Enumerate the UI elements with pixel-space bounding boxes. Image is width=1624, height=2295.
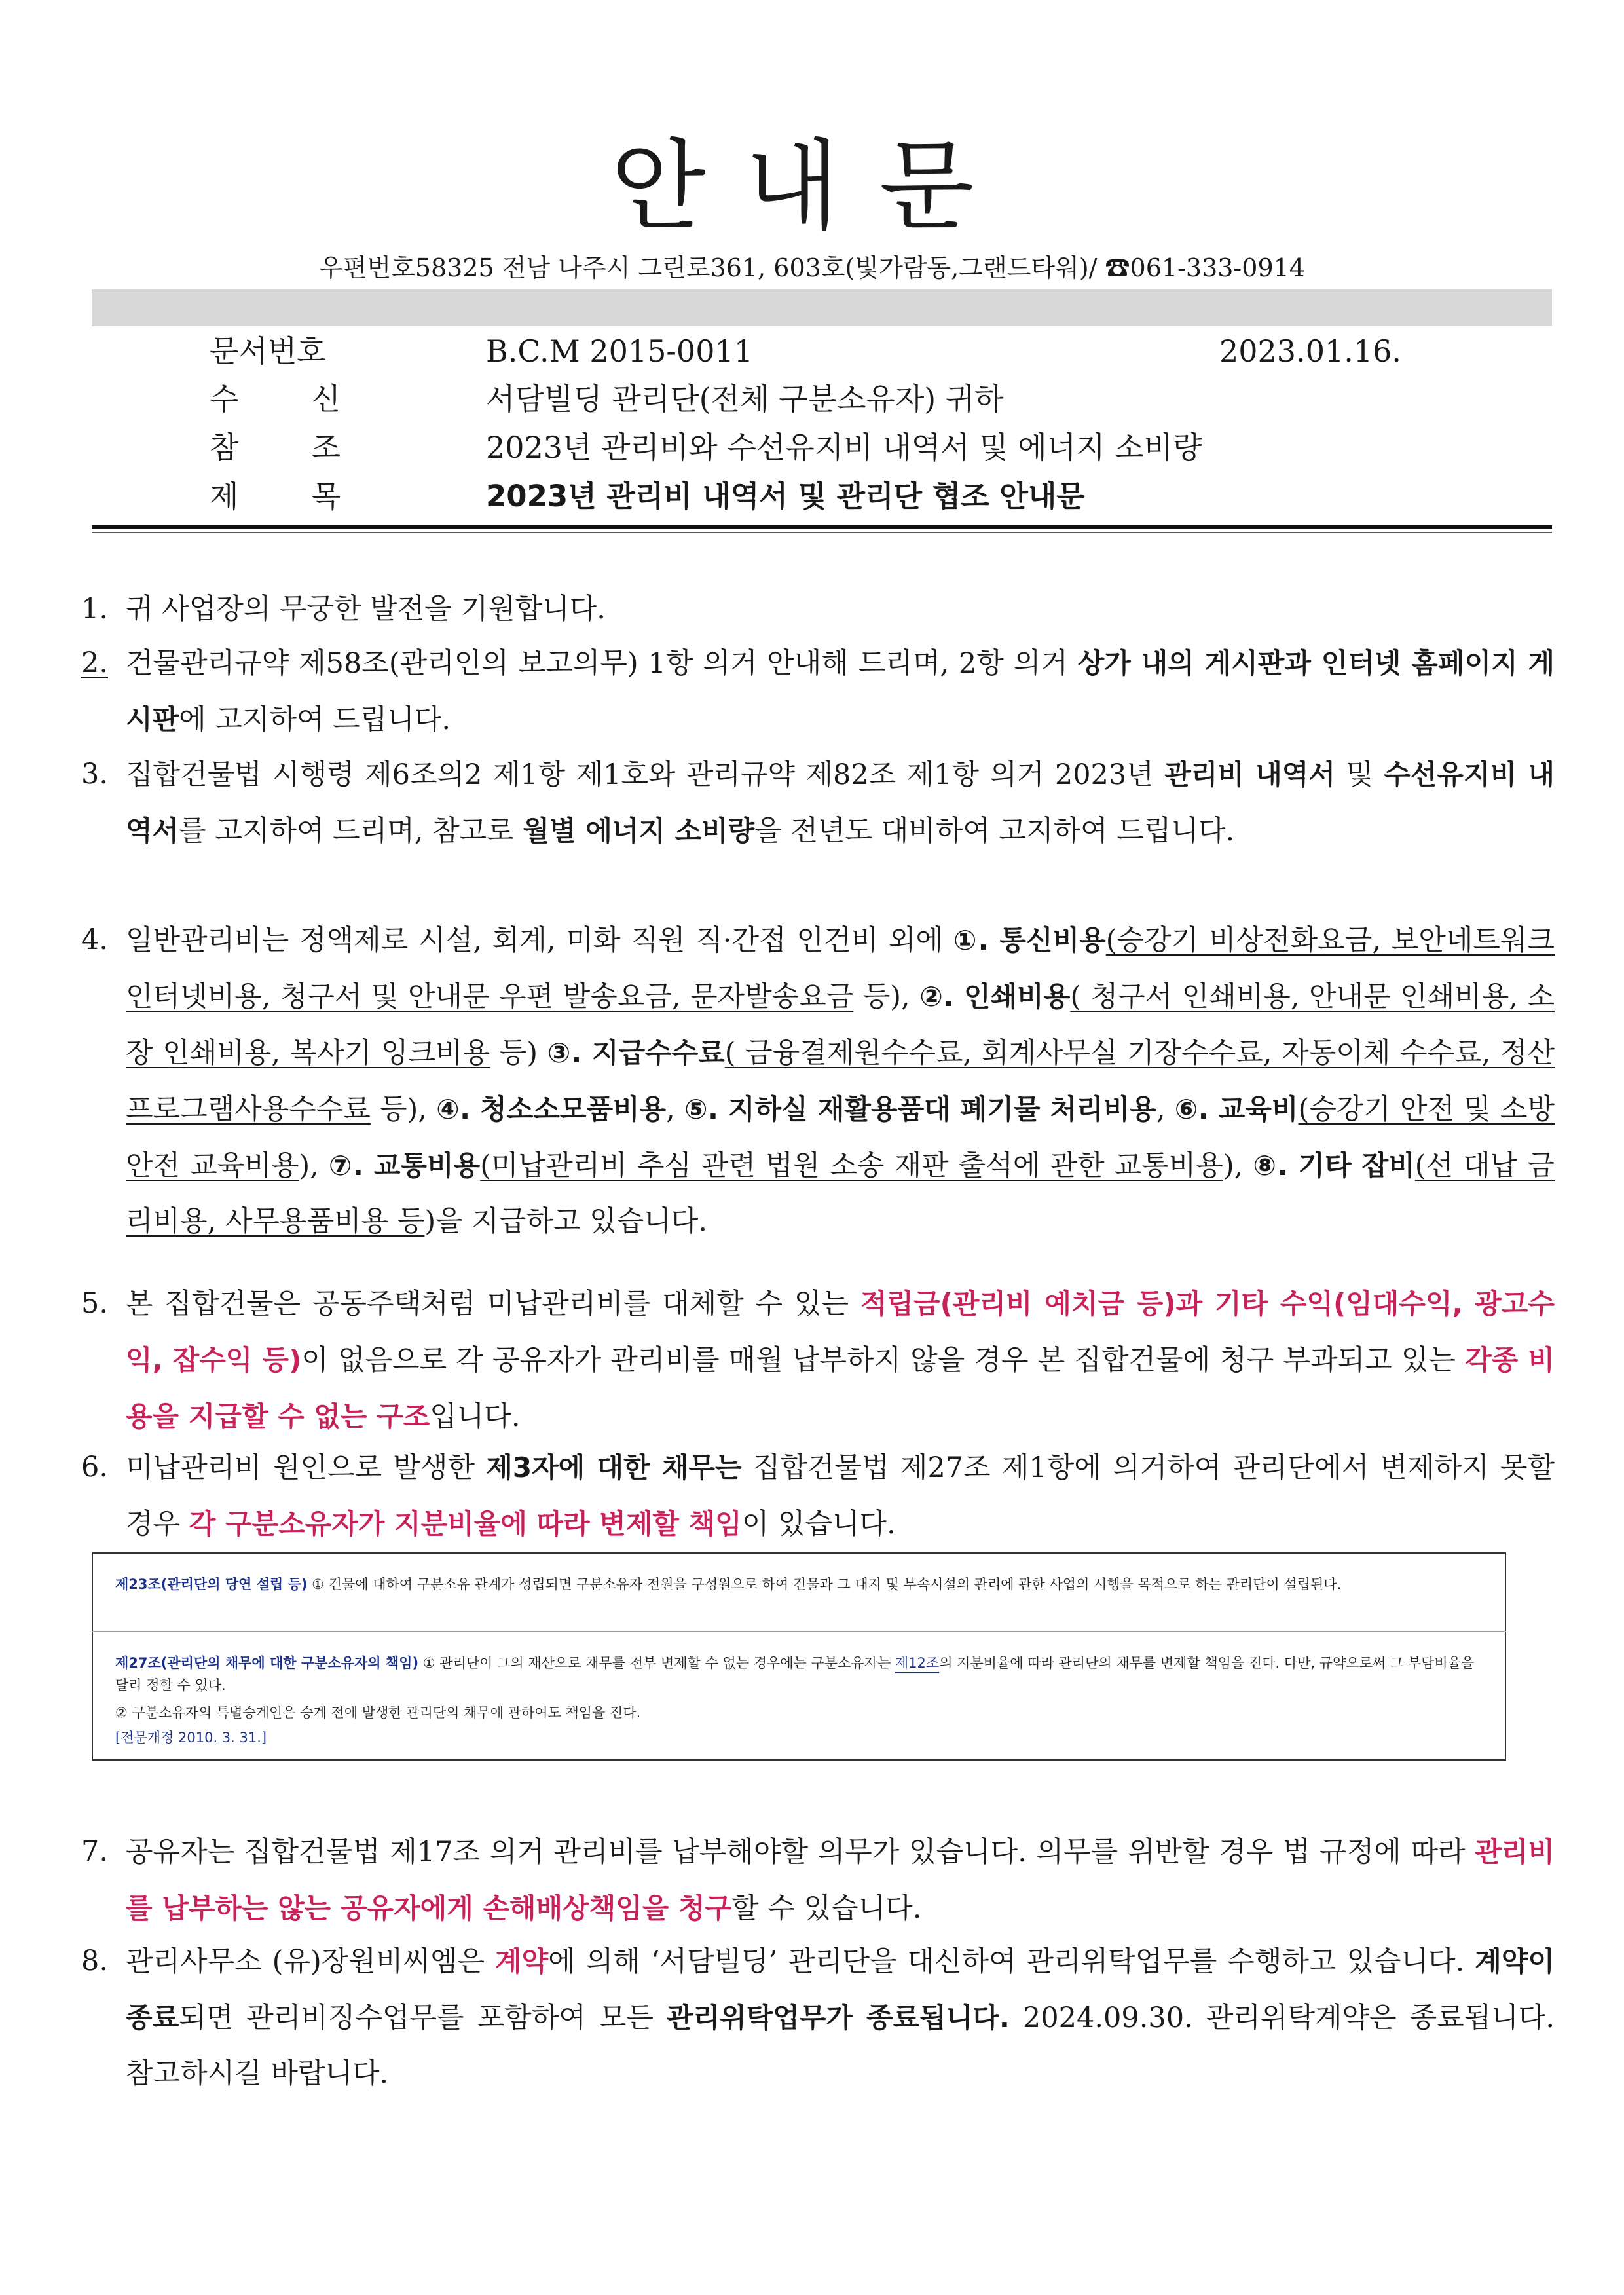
item-text: ), bbox=[299, 1149, 329, 1182]
item-text-highlight: 각 구분소유자가 지분비율에 따라 변제할 책임 bbox=[189, 1508, 742, 1540]
law-article-12-link[interactable]: 제12조 bbox=[895, 1655, 940, 1671]
law-revision-note: [전문개정 2010. 3. 31.] bbox=[115, 1730, 267, 1745]
cost-detail-1: (승강기 비상전화요금, 보안네트워크 인터넷비용, 청구서 및 안내문 우편 발송요금, 문자발송요금 bbox=[126, 924, 1555, 1013]
item-text: 이 없음으로 각 공유자가 관리비를 매월 납부하지 않을 경우 본 집합건물에 청구 부과되고 있는 bbox=[301, 1344, 1466, 1377]
item-text: ), bbox=[1223, 1149, 1253, 1182]
item-text-bold: 제3자에 대한 채무는 bbox=[486, 1451, 742, 1483]
item-number: 5. bbox=[81, 1287, 109, 1320]
item-text-bold: 상가 내의 게시판과 인터넷 홈페이지 게시판 bbox=[126, 647, 1555, 736]
recipient-value: 서담빌딩 관리단(전체 구분소유자) 귀하 bbox=[486, 381, 1004, 417]
header-rule bbox=[92, 525, 1552, 529]
item-text: 2024.09.30. 관리위탁계약은 종료됩니다. 참고하시길 바랍니다. bbox=[126, 2002, 1555, 2090]
item-number: 6. bbox=[81, 1451, 109, 1483]
cost-detail-7: (미납관리비 추심 관련 법원 소송 재판 출석에 관한 교통비용 bbox=[480, 1149, 1223, 1182]
notice-item-8 bbox=[81, 1933, 1555, 2102]
item-text: 미납관리비 원인으로 발생한 bbox=[126, 1451, 487, 1484]
law-article-23 bbox=[115, 1573, 1490, 1595]
reference-label-char-2: 조 bbox=[311, 430, 341, 465]
law-article-27 bbox=[115, 1652, 1490, 1696]
item-number: 7. bbox=[81, 1835, 109, 1868]
item-text-highlight: 각종 비용을 지급할 수 없는 구조 bbox=[126, 1344, 1555, 1432]
item-text-highlight: 계약 bbox=[495, 1945, 549, 1977]
item-text-bold: 관리비 내역서 bbox=[1164, 758, 1335, 791]
item-text-bold: 관리위탁업무가 종료됩니다. bbox=[667, 2002, 1010, 2034]
item-number: 8. bbox=[81, 1945, 109, 1977]
item-text-bold: 수선유지비 내역서 bbox=[126, 758, 1555, 847]
cost-category-1: ①. 통신비용 bbox=[953, 924, 1106, 956]
item-text: 등), bbox=[853, 980, 920, 1013]
law-article-27-title: 제27조(관리단의 채무에 대한 구분소유자의 책임) bbox=[115, 1655, 419, 1671]
law-article-27-item-2: ② 구분소유자의 특별승계인은 승계 전에 발생한 관리단의 채무에 관하여도 책임을 진다. bbox=[115, 1705, 641, 1721]
notice-item-4 bbox=[81, 912, 1555, 1250]
item-text: 에 고지하여 드립니다. bbox=[179, 703, 451, 736]
subject-label-char-2: 목 bbox=[311, 479, 341, 514]
item-text: , bbox=[1156, 1093, 1175, 1126]
notice-item-2 bbox=[81, 635, 1555, 748]
subject-label-char-1: 제 bbox=[210, 479, 239, 514]
header-rule-thin bbox=[92, 532, 1552, 533]
reference-label bbox=[210, 430, 341, 465]
item-text: 할 수 있습니다. bbox=[731, 1892, 922, 1925]
doc-number-label: 문서번호 bbox=[210, 333, 326, 369]
recipient-label-char-1: 수 bbox=[210, 381, 239, 417]
cost-category-7: ⑦. 교통비용 bbox=[328, 1149, 481, 1182]
item-text: 본 집합건물은 공동주택처럼 미납관리비를 대체할 수 있는 bbox=[126, 1288, 860, 1320]
doc-date: 2023.01.16. bbox=[1219, 333, 1401, 369]
item-number: 3. bbox=[81, 758, 109, 791]
law-excerpt-box bbox=[92, 1552, 1506, 1761]
item-text: 관리사무소 (유)장원비씨엠은 bbox=[126, 1945, 495, 1978]
cost-category-3: ③. 지급수수료 bbox=[547, 1037, 725, 1069]
item-number: 4. bbox=[81, 924, 109, 956]
recipient-label-char-2: 신 bbox=[311, 381, 341, 417]
item-text: 이 있습니다. bbox=[741, 1508, 896, 1540]
cost-category-6: ⑥. 교육비 bbox=[1174, 1093, 1299, 1125]
reference-label-char-1: 참 bbox=[210, 430, 239, 465]
item-number: 1. bbox=[81, 593, 109, 625]
notice-item-1 bbox=[81, 582, 1555, 637]
notice-item-6 bbox=[81, 1440, 1555, 1552]
cost-category-8: ⑧. 기타 잡비 bbox=[1253, 1149, 1415, 1182]
item-text: 일반관리비는 정액제로 시설, 회계, 미화 직원 직·간접 인건비 외에 bbox=[126, 924, 953, 957]
item-text-bold: 월별 에너지 소비량 bbox=[523, 815, 755, 847]
item-text: 귀 사업장의 무궁한 발전을 기원합니다. bbox=[126, 593, 606, 625]
item-text: 건물관리규약 제58조(관리인의 보고의무) 1항 의거 안내해 드리며, 2항 의거 bbox=[126, 647, 1078, 680]
notice-item-7 bbox=[81, 1824, 1555, 1937]
cost-category-4: ④. 청소소모품비용 bbox=[436, 1093, 667, 1125]
cost-category-5: ⑤. 지하실 재활용품대 폐기물 처리비용 bbox=[684, 1093, 1156, 1125]
item-text: 에 의해 ‘서담빌딩’ 관리단을 대신하여 관리위탁업무를 수행하고 있습니다. bbox=[548, 1945, 1475, 1978]
law-article-27-text: ① 관리단이 그의 재산으로 채무를 전부 변제할 수 없는 경우에는 구분소유자는 bbox=[418, 1655, 895, 1671]
item-text: 집합건물법 제27조 제1항에 의거하여 관리단에서 변제하지 못할 경우 bbox=[126, 1451, 1555, 1540]
item-text: 공유자는 집합건물법 제17조 의거 관리비를 납부해야할 의무가 있습니다. 의무를 위반할 경우 법 규정에 따라 bbox=[126, 1836, 1475, 1869]
document-title: 안내문 bbox=[610, 130, 1014, 244]
law-article-23-text: ① 건물에 대하여 구분소유 관계가 성립되면 구분소유자 전원을 구성원으로 하여 건물과 그 대지 및 부속시설의 관리에 관한 사업의 시행을 목적으로 하는 관리단이 설립된다. bbox=[307, 1577, 1342, 1592]
item-text: 입니다. bbox=[430, 1400, 521, 1433]
item-text: 등) bbox=[490, 1037, 547, 1070]
notice-item-5 bbox=[81, 1276, 1555, 1445]
subject-label bbox=[210, 481, 341, 512]
reference-value: 2023년 관리비와 수선유지비 내역서 및 에너지 소비량 bbox=[486, 430, 1202, 465]
item-text: 등), bbox=[370, 1093, 437, 1126]
item-text: 되면 관리비징수업무를 포함하여 모든 bbox=[179, 2002, 667, 2034]
item-text: , bbox=[666, 1093, 684, 1126]
subject-value: 2023년 관리비 내역서 및 관리단 협조 안내문 bbox=[486, 479, 1085, 513]
cost-detail-3: ( 금융결제원수수료, 회계사무실 기장수수료, 자동이체 수수료, 정산 프로그램사용수수료 bbox=[126, 1037, 1555, 1126]
item-text: 및 bbox=[1335, 758, 1384, 791]
item-text-highlight: 관리비를 납부하는 않는 공유자에게 손해배상책임을 청구 bbox=[126, 1836, 1555, 1924]
cost-detail-8: (선 대납 금리비용, 사무용품비용 등 bbox=[126, 1149, 1555, 1238]
item-text: 를 고지하여 드리며, 참고로 bbox=[179, 815, 523, 848]
item-number: 2. bbox=[81, 646, 109, 679]
law-box-divider bbox=[92, 1631, 1506, 1632]
cost-category-2: ②. 인쇄비용 bbox=[919, 980, 1071, 1013]
law-article-23-title: 제23조(관리단의 당연 설립 등) bbox=[115, 1577, 308, 1592]
notice-item-3 bbox=[81, 747, 1555, 859]
sender-address: 우편번호58325 전남 나주시 그린로361, 603호(빛가람동,그랜드타워)/ ☎061-333-0914 bbox=[319, 253, 1305, 282]
doc-number-value: B.C.M 2015-0011 bbox=[486, 333, 754, 369]
cost-detail-2: ( 청구서 인쇄비용, 안내문 인쇄비용, 소장 인쇄비용, 복사기 잉크비용 bbox=[126, 980, 1555, 1070]
item-text: )을 지급하고 있습니다. bbox=[424, 1205, 708, 1238]
item-text-highlight: 적립금(관리비 예치금 등)과 기타 수익(임대수익, 광고수익, 잡수익 등) bbox=[126, 1288, 1555, 1376]
item-text-bold: 계약이 종료 bbox=[126, 1945, 1555, 2034]
cost-detail-6: (승강기 안전 및 소방안전 교육비용 bbox=[126, 1093, 1555, 1182]
item-text: 을 전년도 대비하여 고지하여 드립니다. bbox=[754, 815, 1235, 848]
law-article-27-text: 의 지분비율에 따라 관리단의 채무를 변제할 책임을 진다. 다만, 규약으로써 그 부담비율을 달리 정할 수 있다. bbox=[115, 1655, 1475, 1693]
header-band bbox=[92, 289, 1552, 326]
recipient-label bbox=[210, 381, 341, 417]
item-text: 집합건물법 시행령 제6조의2 제1항 제1호와 관리규약 제82조 제1항 의거 2023년 bbox=[126, 758, 1165, 791]
